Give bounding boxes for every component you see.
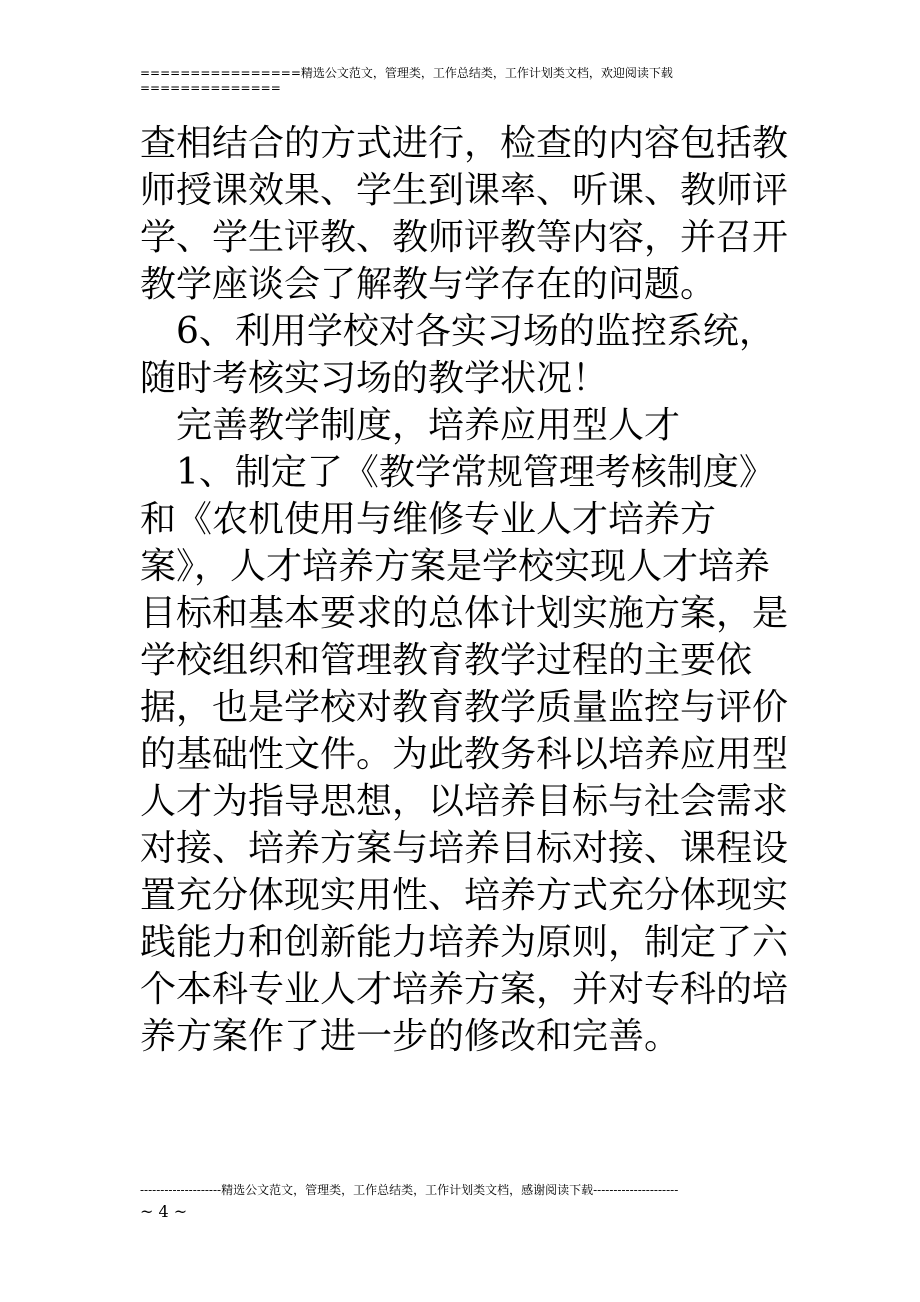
- page-number: ~ 4 ~: [140, 1202, 188, 1221]
- header-banner: ================精选公文范文，管理类，工作总结类，工作计划类文档，欢迎阅读下载: [140, 66, 673, 80]
- section-heading: 完善教学制度，培养应用型人才: [176, 405, 681, 446]
- body-paragraph: 查相结合的方式进行，检查的内容包括教师授课效果、学生到课率、听课、教师评学、学生评教、教师评教等内容，并召开教学座谈会了解教与学存在的问题。: [140, 123, 789, 305]
- footer-banner: --------------------精选公文范文，管理类，工作总结类，工作计划类文档，感谢阅读下载---------------------: [140, 1183, 679, 1197]
- body-paragraph: 1、制定了《教学常规管理考核制度》和《农机使用与维修专业人才培养方案》，人才培养方案是学校实现人才培养目标和基本要求的总体计划实施方案，是学校组织和管理教育教学过程的主要依据，也是学校对教育教学质量监控与评价的基础性文件。为此教务科以培养应用型人才为指导思想，以培养目标与社会需求对接、培养方案与培养目标对接、课程设置充分体现实用性、培养方式充分体现实践能力和创新能力培养为原则，制定了六个本科专业人才培养方案，并对专科的培养方案作了进一步的修改和完善。: [140, 452, 789, 1057]
- body-paragraph: 6、利用学校对各实习场的监控系统，随时考核实习场的教学状况！: [140, 311, 775, 399]
- document-body: [140, 120, 790, 1060]
- header-rule: ==============: [140, 81, 281, 95]
